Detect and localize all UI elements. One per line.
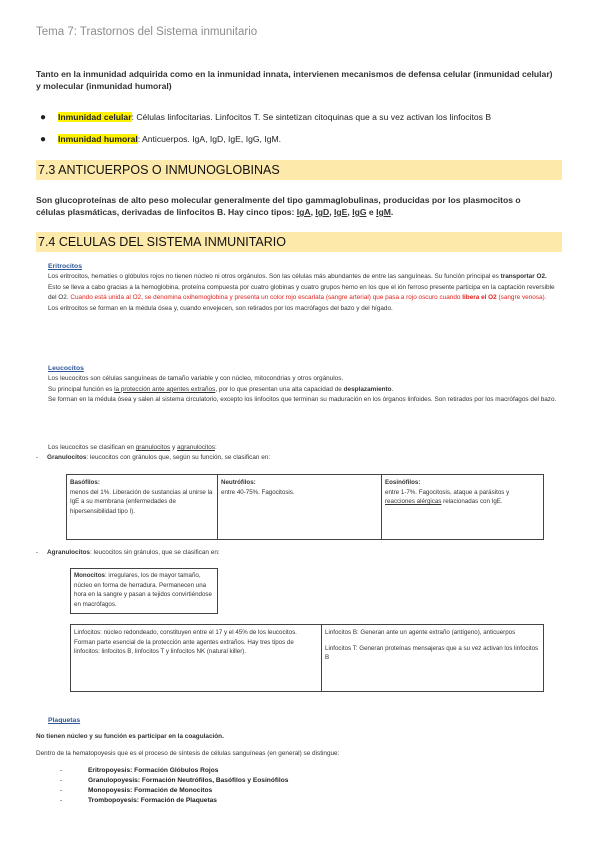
plaquetas-line-2: Dentro de la hematopoyesis que es el proceso de síntesis de células sanguíneas (en general) se distingue: [36,749,340,757]
leucocitos-line-2: Su principal función es la protección ante agentes extraños, por lo que presentan una alta capacidad de desplazamiento. [48,385,394,393]
hematopoyesis-list [60,766,288,806]
leucocitos-line-3: Se forman en la médula ósea y salen al sistema circulatorio, excepto los linfocitos que terminan su maduración en los órganos linfoides. Son retirados por los macrófagos del bazo. [48,396,557,404]
bullet-text: : Células linfocitarias. Linfocitos T. Se sintetizan citoquinas que a su vez activan los linfocitos B [131,112,492,122]
paragraph-text: Son glucoproteínas de alto peso molecular generalmente del tipo gammaglobulinas, producidas por los plasmocitos o células plasmáticas, derivadas de linfocitos B. Hay cinco tipos: [36,195,521,217]
page-header: Tema 7: Trastornos del Sistema inmunitario [36,26,258,38]
granulocitos-table [66,474,544,540]
table-cell-basofilos: Basófilos: menos del 1%. Liberación de sustancias al unirse la IgE a su membrana (enfermedades de hipersensibilidad tipo I). [70,479,213,515]
section-heading-7-4 [36,232,562,252]
list-item: - Granulopoyesis: Formación Neutrófilos, Basófilos y Eosinófilos [60,777,289,784]
type-ige: IgE [334,207,348,217]
type-igd: IgD [315,207,330,217]
type-igg: IgG [352,207,367,217]
intro-paragraph: Tanto en la inmunidad adquirida como en la inmunidad innata, intervienen mecanismos de defensa celular (inmunidad celular) y molecular (inmunidad humoral) [36,69,553,91]
eritrocitos-title: Eritrocitos [48,263,82,270]
agranulocitos-line: - Agranulocitos: leucocitos sin gránulos, que se clasifican en: [36,549,220,556]
bullet-text: : Anticuerpos. IgA, IgD, IgE, IgG, IgM. [137,134,282,144]
leucocitos-title: Leucocitos [48,365,84,372]
eritrocitos-section [48,262,558,314]
bullet-icon: ● [40,112,47,123]
type-iga: IgA [296,207,311,217]
bullet-inmunidad-celular [40,112,491,123]
section-7-3-paragraph: Son glucoproteínas de alto peso molecular generalmente del tipo gammaglobulinas, producidas por los plasmocitos o células plasmáticas, derivadas de linfocitos B. Hay cinco tipos: IgA, IgD, IgE, IgG e IgM. [36,195,521,217]
table-cell-linfocitos-b-t: Linfocitos B: Generan ante un agente extraño (antígeno), anticuerpos Linfocitos T: Generan proteínas mensajeras que a su vez activan los linfocitos B [321,625,543,691]
leucocitos-section [48,364,558,406]
table-cell-eosinofilos: Eosinófilos: entre 1-7%. Fagocitosis, ataque a parásitos y reacciones alérgicas relacionadas con IgE. [381,475,543,539]
bullet-icon: ● [40,134,47,145]
monocitos-box: Monocitos: irregulares, los de mayor tamaño, núcleo en forma de herradura. Permanecen una hora en la sangre y pasan a tejidos convirtiéndose en macrófagos. [70,568,218,614]
eritrocitos-line-1: Los eritrocitos, hematíes o glóbulos rojos no tienen núcleo ni otros orgánulos. Son las células más abundantes de entre las sanguíneas. Su función principal es transportar O2. [48,273,547,281]
list-item: - Eritropoyesis: Formación Glóbulos Rojos [60,767,219,774]
plaquetas-section [36,716,546,759]
linfocitos-table [70,624,544,692]
list-item: - Trombopoyesis: Formación de Plaquetas [60,797,217,804]
section-heading-7-3 [36,160,562,180]
type-igm: IgM [376,207,391,217]
bullet-label: Inmunidad humoral [58,134,138,144]
leucocitos-line-1: Los leucocitos son células sanguíneas de tamaño variable y con núcleo, mitocondrias y otros orgánulos. [48,375,344,383]
bullet-inmunidad-humoral [40,134,281,145]
list-item: - Monopoyesis: Formación de Monocitos [60,787,213,794]
bullet-label: Inmunidad celular [58,112,132,122]
eritrocitos-line-3: Los eritrocitos se forman en la médula ósea y, cuando envejecen, son retirados por los macrófagos del bazo y del hígado. [48,304,393,312]
table-cell-neutrofilos: Neutrófilos: entre 40-75%. Fagocitosis. [217,475,381,539]
section-heading-text: 7.3 ANTICUERPOS O INMUNOGLOBINAS [38,163,280,177]
eritrocitos-line-2: Esto se lleva a cabo gracias a la hemoglobina, proteína compuesta por cuatro globinas y cuatro grupos hemo en los que el ión ferroso presente participa en la captación reversible del O2. Cuando está unida al O2, se denomina oxihemoglobina y presenta un color rojo escarlata (sangre arterial) que pasa a rojo oscuro cuando libera el O2 (sangre venosa). [48,283,555,302]
plaquetas-line-1: No tienen núcleo y su función es participar en la coagulación. [36,733,224,741]
section-heading-text: 7.4 CELULAS DEL SISTEMA INMUNITARIO [38,235,286,249]
plaquetas-title: Plaquetas [48,717,81,724]
leucocitos-clasificacion: Los leucocitos se clasifican en granulocitos y agranulocitos: - Granulocitos: leucocitos con gránulos que, según su función, se clasifican en: [36,444,271,462]
table-cell-linfocitos: Linfocitos: núcleo redondeado, constituyen entre el 17 y el 45% de los leucocitos. Forman parte esencial de la protección ante agentes extraños. Hay tres tipos de linfocitos: linfocitos B, linfocitos T y linfocitos NK (natural killer). [74,629,297,655]
